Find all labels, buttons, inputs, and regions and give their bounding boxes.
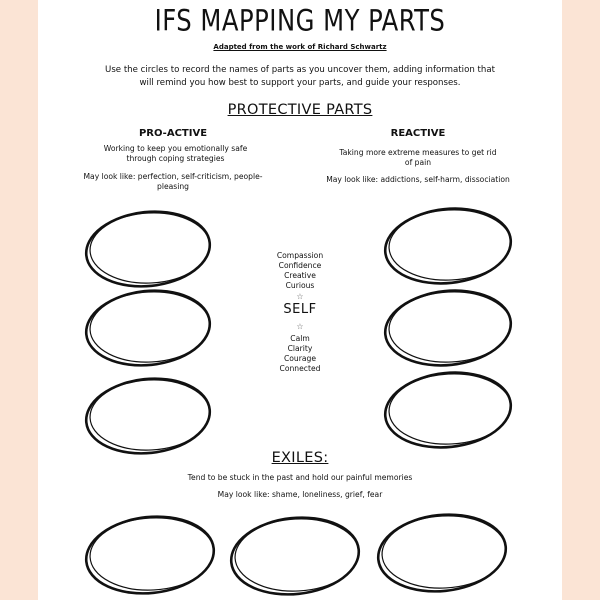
proactive-examples: May look like: perfection, self-criticism, people-pleasing [83, 172, 263, 191]
exile-circle[interactable] [82, 511, 217, 600]
page-title: IFS MAPPING MY PARTS [154, 4, 446, 39]
part-circle[interactable] [381, 203, 514, 290]
worksheet-page [38, 0, 562, 600]
reactive-title: REACTIVE [390, 128, 446, 139]
star-icon: ☆ [296, 292, 304, 301]
part-circle[interactable] [82, 206, 213, 293]
reactive-description: Taking more extreme measures to get rid of pain [339, 148, 497, 167]
exile-circle[interactable] [227, 512, 362, 600]
self-quality: Connected [279, 364, 321, 373]
exiles-description: Tend to be stuck in the past and hold our painful memories [187, 473, 413, 482]
star-icon: ☆ [296, 322, 304, 331]
self-label: SELF [283, 302, 317, 317]
self-quality: Curious [285, 281, 315, 290]
exiles-heading: EXILES: [271, 450, 329, 466]
attribution: Adapted from the work of Richard Schwartz [213, 43, 387, 51]
exiles-examples: May look like: shame, loneliness, grief, fear [217, 490, 383, 499]
self-quality: Creative [284, 271, 316, 280]
part-circle[interactable] [82, 285, 213, 372]
parts-circles [38, 0, 562, 600]
part-circle[interactable] [82, 373, 213, 460]
reactive-examples: May look like: addictions, self-harm, dissociation [326, 175, 510, 184]
part-circle[interactable] [381, 285, 514, 372]
part-circle[interactable] [381, 367, 514, 454]
instructions: Use the circles to record the names of parts as you uncover them, adding information that will remind you how best to support your parts, and guide your responses. [105, 65, 495, 88]
self-quality: Courage [283, 354, 317, 363]
self-quality: Confidence [278, 261, 322, 270]
proactive-title: PRO-ACTIVE [138, 128, 208, 139]
protective-parts-heading: PROTECTIVE PARTS [227, 102, 373, 118]
self-quality: Calm [290, 334, 310, 343]
self-quality: Compassion [276, 251, 324, 260]
proactive-description: Working to keep you emotionally safe through coping strategies [103, 144, 248, 163]
exile-circle[interactable] [374, 509, 509, 598]
self-quality: Clarity [287, 344, 313, 353]
